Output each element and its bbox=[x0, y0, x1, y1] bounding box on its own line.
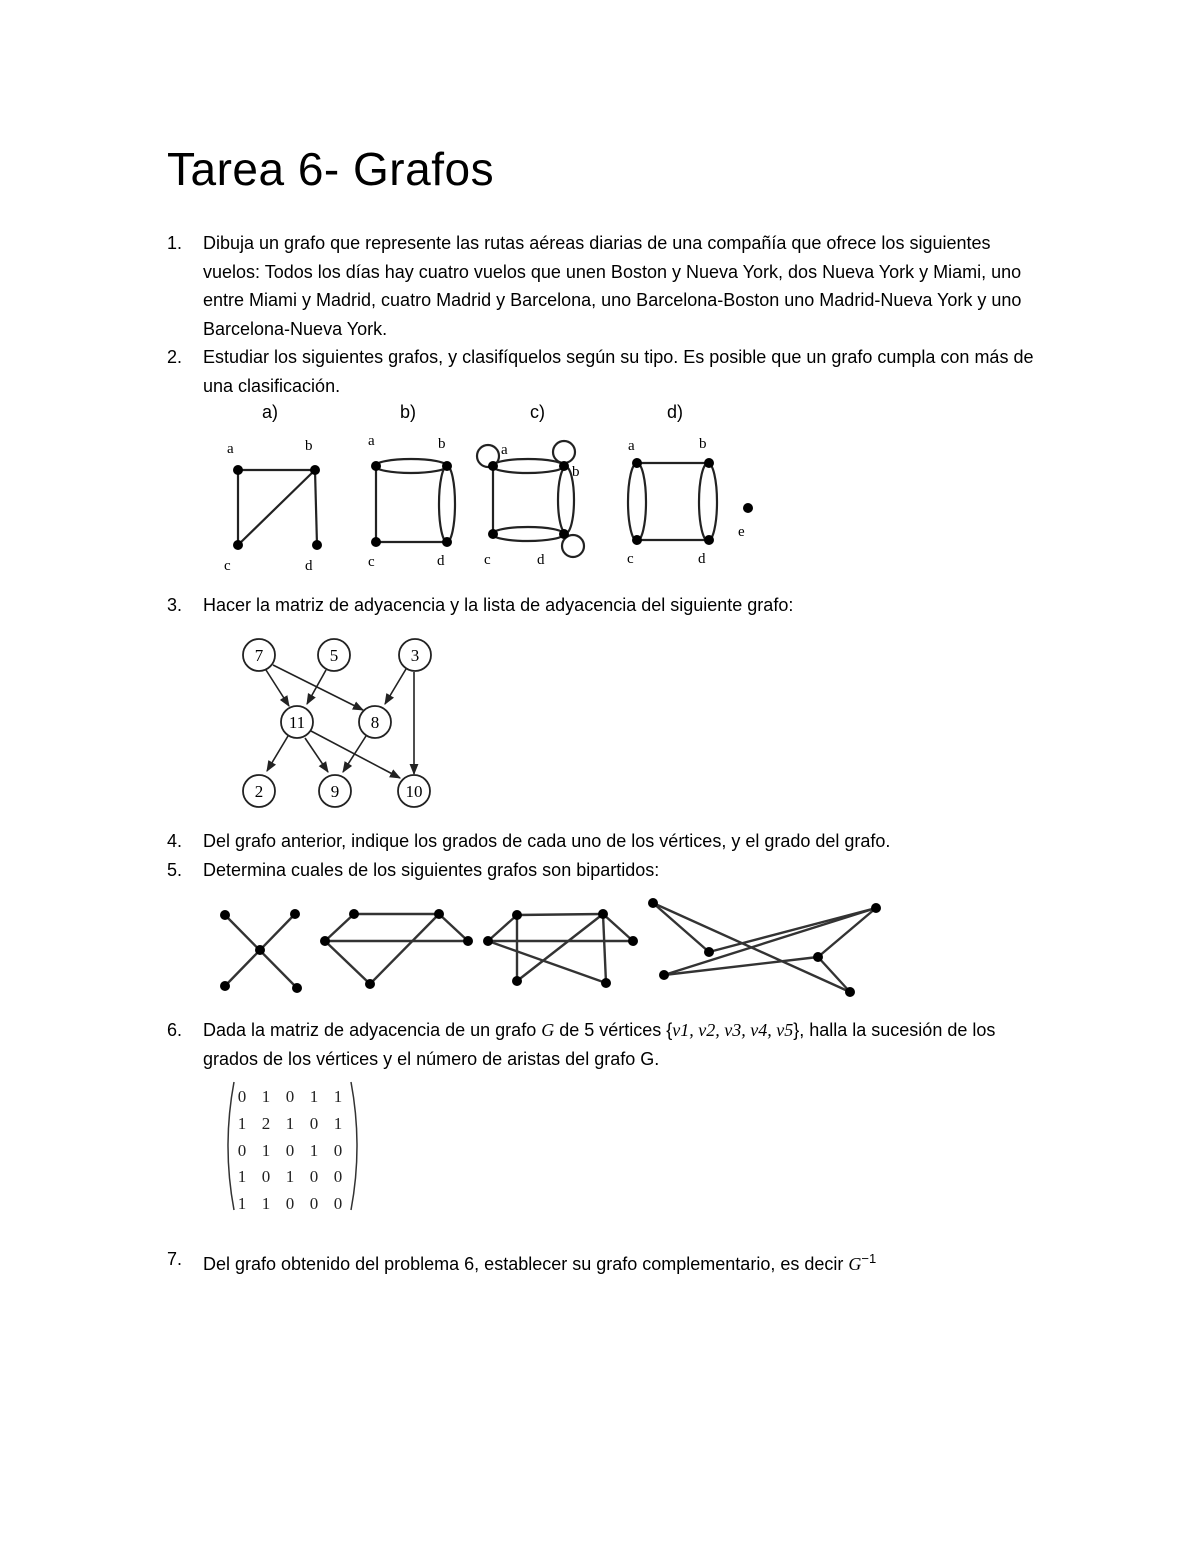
exercise-number: 7. bbox=[167, 1249, 183, 1269]
math-symbol: G bbox=[541, 1020, 555, 1040]
graph-vertex bbox=[704, 458, 714, 468]
document-title: Tarea 6- Grafos bbox=[167, 143, 495, 195]
vertex-label: d bbox=[698, 551, 706, 567]
graph-vertex bbox=[442, 461, 452, 471]
vertex-label: d bbox=[537, 552, 545, 568]
exercise-text: Hacer la matriz de adyacencia y la lista de adyacencia del siguiente grafo: bbox=[203, 595, 794, 615]
matrix-cell: 1 bbox=[237, 1114, 247, 1133]
exercise-number: 4. bbox=[167, 831, 183, 851]
matrix-cell: 1 bbox=[237, 1167, 247, 1186]
graph-vertex bbox=[233, 465, 243, 475]
vertex-label: a bbox=[368, 433, 375, 449]
exercise-text: Del grafo obtenido del problema 6, establecer su grafo complementario, es decir $G^{-1}$ bbox=[203, 1251, 877, 1274]
matrix-cell: 2 bbox=[261, 1114, 271, 1133]
vertex-label: c bbox=[368, 554, 375, 570]
node-label: 11 bbox=[288, 713, 306, 732]
matrix-cell: 0 bbox=[309, 1167, 319, 1186]
graph-vertex bbox=[233, 540, 243, 550]
graph-vertex bbox=[704, 535, 714, 545]
node-label: 2 bbox=[254, 782, 264, 801]
matrix-cell: 1 bbox=[309, 1141, 319, 1160]
exercise-text: Dibuja un grafo que represente las rutas aéreas diarias de una compañía que ofrece los siguientes vuelos: Todos los días hay cuatro vuelos que unen Boston y Nueva York, dos Nueva York y Miami, uno entre Miami y Madrid, cuatro Madrid y Barcelona, uno Barcelona-Boston uno Madrid-Nueva York y uno Barcelona-Nueva York. bbox=[203, 233, 1022, 339]
math-vertex-set: v1, v2, v3, v4, v5 bbox=[672, 1020, 794, 1040]
graph-vertex bbox=[488, 529, 498, 539]
matrix-cell: 0 bbox=[237, 1087, 247, 1106]
subfigure-label-c: c) bbox=[530, 402, 545, 422]
vertex-label: a bbox=[227, 441, 234, 457]
matrix-cell: 0 bbox=[237, 1141, 247, 1160]
exercise-text: Determina cuales de los siguientes grafos son bipartidos: bbox=[203, 860, 660, 880]
exercise-text: Del grafo anterior, indique los grados de cada uno de los vértices, y el grado del grafo. bbox=[203, 831, 891, 851]
exercise-2-graphs bbox=[200, 430, 780, 580]
subfigure-label-b: b) bbox=[400, 402, 417, 422]
graph-vertex bbox=[559, 461, 569, 471]
exercise-text: Estudiar los siguientes grafos, y clasifíquelos según su tipo. Es posible que un grafo cumpla con más de una clasificación. bbox=[203, 347, 1034, 396]
vertex-label: a bbox=[628, 438, 635, 454]
matrix-cell: 0 bbox=[261, 1167, 271, 1186]
graph-vertex bbox=[310, 465, 320, 475]
subfigure-label-a: a) bbox=[262, 402, 279, 422]
matrix-cell: 1 bbox=[285, 1167, 295, 1186]
matrix-cell: 0 bbox=[309, 1114, 319, 1133]
vertex-label: c bbox=[224, 558, 231, 574]
math-symbol: G bbox=[848, 1254, 862, 1274]
graph-vertex bbox=[442, 537, 452, 547]
exercise-number: 2. bbox=[167, 347, 183, 367]
node-label: 3 bbox=[410, 646, 420, 665]
matrix-cell: 1 bbox=[285, 1114, 295, 1133]
vertex-label: d bbox=[437, 553, 445, 569]
exercise-number: 6. bbox=[167, 1020, 183, 1040]
vertex-label: b bbox=[572, 464, 580, 480]
exercise-number: 3. bbox=[167, 595, 183, 615]
subfigure-label-d: d) bbox=[667, 402, 684, 422]
vertex-label: a bbox=[501, 442, 508, 458]
exercise-number: 5. bbox=[167, 860, 183, 880]
graph-vertex bbox=[632, 535, 642, 545]
vertex-label: c bbox=[484, 552, 491, 568]
exercise-text: Dada la matriz de adyacencia de un grafo G de 5 vértices {v1, v2, v3, v4, v5}, halla la sucesión de los grados de los vértices y el número de aristas del grafo G. bbox=[203, 1020, 996, 1069]
exercise-3-digraph bbox=[230, 630, 450, 815]
matrix-cell: 1 bbox=[261, 1141, 271, 1160]
node-label: 5 bbox=[329, 646, 339, 665]
graph-vertex bbox=[559, 529, 569, 539]
matrix-cell: 0 bbox=[333, 1167, 343, 1186]
matrix-cell: 0 bbox=[285, 1087, 295, 1106]
graph-vertex bbox=[488, 461, 498, 471]
matrix-cell: 1 bbox=[333, 1114, 343, 1133]
adjacency-matrix bbox=[220, 1078, 365, 1218]
matrix-cell: 1 bbox=[333, 1087, 343, 1106]
matrix-cell: 1 bbox=[261, 1087, 271, 1106]
graph-vertex bbox=[371, 537, 381, 547]
matrix-cell: 0 bbox=[285, 1141, 295, 1160]
vertex-label: c bbox=[627, 551, 634, 567]
matrix-cell: 0 bbox=[285, 1194, 295, 1213]
vertex-label: b bbox=[305, 438, 313, 454]
vertex-label: b bbox=[699, 436, 707, 452]
node-label: 9 bbox=[330, 782, 340, 801]
vertex-label: e bbox=[738, 524, 745, 540]
node-label: 8 bbox=[370, 713, 380, 732]
matrix-cell: 0 bbox=[333, 1141, 343, 1160]
node-label: 10 bbox=[405, 782, 423, 801]
vertex-label: b bbox=[438, 436, 446, 452]
matrix-cell: 0 bbox=[333, 1194, 343, 1213]
node-label: 7 bbox=[254, 646, 264, 665]
graph-vertex bbox=[371, 461, 381, 471]
math-superscript: −1 bbox=[861, 1251, 877, 1266]
matrix-cell: 0 bbox=[309, 1194, 319, 1213]
exercise-5-graphs bbox=[210, 895, 890, 1005]
graph-vertex bbox=[743, 503, 753, 513]
vertex-label: d bbox=[305, 558, 313, 574]
matrix-cell: 1 bbox=[309, 1087, 319, 1106]
exercise-number: 1. bbox=[167, 233, 183, 253]
graph-vertex bbox=[312, 540, 322, 550]
matrix-cell: 1 bbox=[261, 1194, 271, 1213]
graph-vertex bbox=[632, 458, 642, 468]
matrix-cell: 1 bbox=[237, 1194, 247, 1213]
